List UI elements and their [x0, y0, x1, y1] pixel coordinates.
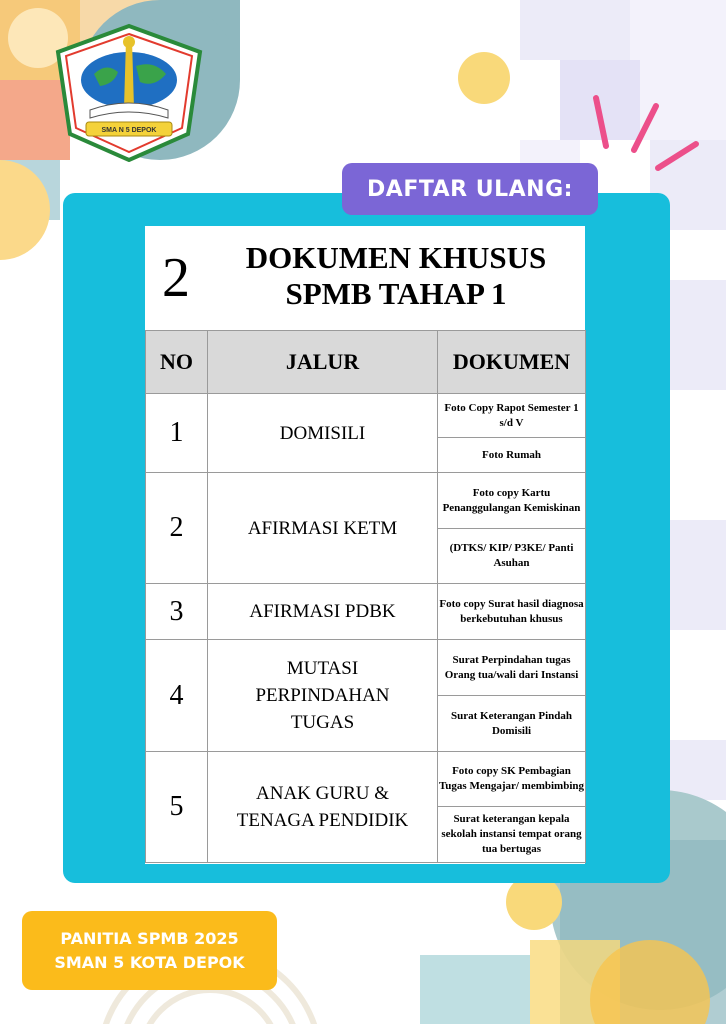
row-number: 2	[146, 473, 208, 584]
row-number: 1	[146, 394, 208, 473]
row-jalur: AFIRMASI KETM	[208, 473, 438, 584]
row-jalur: MUTASI PERPINDAHAN TUGAS	[208, 640, 438, 752]
row-jalur: ANAK GURU & TENAGA PENDIDIK	[208, 752, 438, 863]
row-number: 5	[146, 752, 208, 863]
row-document: (DTKS/ KIP/ P3KE/ Panti Asuhan	[438, 529, 586, 584]
row-document: Foto copy Surat hasil diagnosa berkebutuhan khusus	[438, 584, 586, 640]
committee-line-2: SMAN 5 KOTA DEPOK	[54, 952, 245, 972]
column-header-jalur: JALUR	[208, 331, 438, 394]
logo-text: SMA N 5 DEPOK	[101, 127, 157, 134]
column-header-dokumen: DOKUMEN	[438, 331, 586, 394]
table-row	[146, 473, 586, 529]
committee-badge	[22, 911, 277, 990]
row-document: Foto Copy Rapot Semester 1 s/d V	[438, 394, 586, 438]
table-row	[146, 640, 586, 696]
title-line-1: DOKUMEN KHUSUS	[245, 240, 547, 275]
document-header	[145, 226, 585, 330]
row-document: Foto copy Kartu Penanggulangan Kemiskinan	[438, 473, 586, 529]
table-row	[146, 752, 586, 807]
row-document: Surat Keterangan Pindah Domisili	[438, 696, 586, 752]
table-row	[146, 584, 586, 640]
column-header-no: NO	[146, 331, 208, 394]
row-document: Foto copy SK Pembagian Tugas Mengajar/ membimbing	[438, 752, 586, 807]
document-number: 2	[162, 247, 190, 309]
row-document: Surat Perpindahan tugas Orang tua/wali dari Instansi	[438, 640, 586, 696]
row-document: Surat keterangan kepala sekolah instansi tempat orang tua bertugas	[438, 807, 586, 863]
document-sheet	[145, 226, 585, 864]
table-row	[146, 394, 586, 438]
committee-line-1: PANITIA SPMB 2025	[60, 928, 239, 948]
title-line-2: SPMB TAHAP 1	[285, 276, 507, 311]
school-logo	[54, 22, 204, 162]
row-jalur: DOMISILI	[208, 394, 438, 473]
row-jalur: AFIRMASI PDBK	[208, 584, 438, 640]
document-title	[207, 234, 585, 330]
badge-label: DAFTAR ULANG:	[367, 176, 573, 202]
daftar-ulang-badge	[342, 163, 598, 215]
table-header-row	[146, 331, 586, 394]
row-document: Foto Rumah	[438, 438, 586, 473]
row-number: 3	[146, 584, 208, 640]
document-table	[145, 330, 586, 863]
row-number: 4	[146, 640, 208, 752]
